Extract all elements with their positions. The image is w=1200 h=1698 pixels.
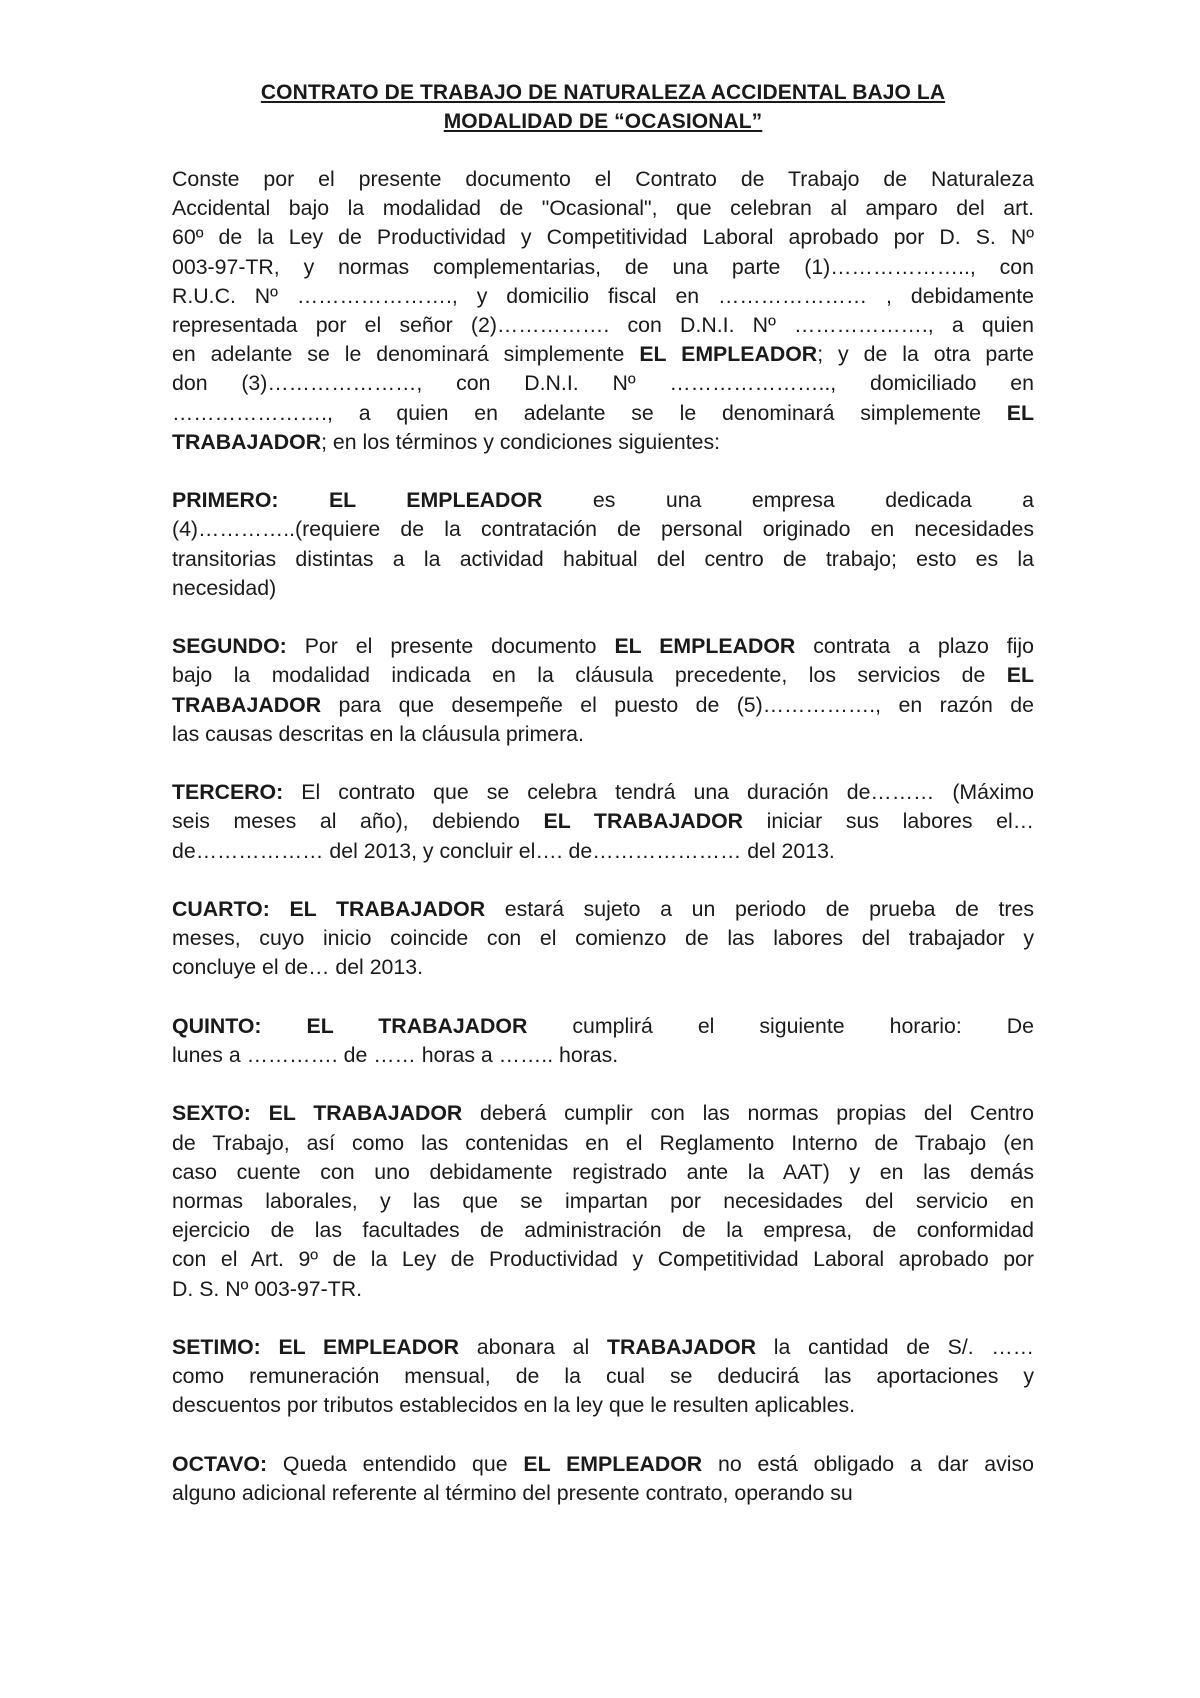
sexto-line: de Trabajo, así como las contenidas en el Reglamento Interno de Trabajo (en: [172, 1130, 1034, 1155]
primero-line: transitorias distintas a la actividad habitual del centro de trabajo; esto es la: [172, 546, 1034, 571]
text-segment: la cantidad de S/. ……: [756, 1335, 1034, 1360]
text-segment: iniciar sus labores el…: [743, 809, 1034, 834]
intro-line: Accidental bajo la modalidad de "Ocasional", que celebran al amparo del art.: [172, 196, 1034, 221]
clause-quinto: [172, 1012, 1034, 1070]
octavo-line: alguno adicional referente al término del presente contrato, operando su: [172, 1481, 853, 1506]
octavo-line: [172, 1450, 1034, 1479]
cuarto-line: meses, cuyo inicio coincide con el comienzo de las labores del trabajador y: [172, 926, 1034, 951]
sexto-line: D. S. Nº 003-97-TR.: [172, 1276, 363, 1301]
cuarto-line: [172, 895, 1034, 924]
segundo-line: [172, 691, 1034, 720]
clause-segundo: [172, 632, 1034, 749]
quinto-line: lunes a …………. de …… horas a …….. horas.: [172, 1043, 619, 1068]
bold-term: EL EMPLEADOR: [523, 1451, 703, 1476]
intro-line: 003-97-TR, y normas complementarias, de una parte (1)……………….., con: [172, 254, 1034, 279]
sexto-line: [172, 1099, 1034, 1128]
sexto-line: con el Art. 9º de la Ley de Productividad y Competitividad Laboral aprobado por: [172, 1247, 1034, 1272]
intro-line: R.U.C. Nº …………………., y domicilio fiscal en ………………… , debidamente: [172, 283, 1034, 308]
intro-line: representada por el señor (2)……………. con D.N.I. Nº ………………., a quien: [172, 313, 1034, 338]
tercero-line: [172, 778, 1034, 807]
text-segment: deberá cumplir con las normas propias del Centro: [462, 1101, 1034, 1126]
text-segment: contrata a plazo fijo: [795, 634, 1034, 659]
bold-term: EL: [1006, 663, 1034, 688]
text-segment: ; en los términos y condiciones siguientes:: [321, 429, 721, 454]
primero-line: (4)…………..(requiere de la contratación de personal originado en necesidades: [172, 517, 1034, 542]
text-segment: estará sujeto a un periodo de prueba de tres: [485, 897, 1034, 922]
quinto-line: [172, 1012, 1034, 1041]
sexto-line: caso cuente con uno debidamente registrado ante la AAT) y en las demás: [172, 1159, 1034, 1184]
bold-term: QUINTO: EL TRABAJADOR: [172, 1013, 528, 1038]
cuarto-line: concluye el de… del 2013.: [172, 955, 423, 980]
title-line-2: MODALIDAD DE “OCASIONAL”: [443, 110, 763, 133]
clause-tercero: [172, 778, 1034, 866]
bold-term: TRABAJADOR: [172, 429, 322, 454]
bold-term: PRIMERO: EL EMPLEADOR: [172, 488, 543, 513]
tercero-line: [172, 807, 1034, 836]
bold-term: TRABAJADOR: [606, 1335, 757, 1360]
setimo-line: [172, 1333, 1034, 1362]
bold-term: SEGUNDO:: [172, 634, 287, 659]
text-segment: es una empresa dedicada a: [542, 488, 1035, 513]
clause-setimo: [172, 1333, 1034, 1421]
sexto-line: ejercicio de las facultades de administración de la empresa, de conformidad: [172, 1218, 1034, 1243]
text-segment: abonara al: [459, 1335, 607, 1360]
bold-term: EL EMPLEADOR: [614, 634, 796, 659]
clause-cuarto: [172, 895, 1034, 983]
primero-line: [172, 486, 1034, 515]
text-segment: no está obligado a dar aviso: [702, 1451, 1034, 1476]
bold-term: SEXTO: EL TRABAJADOR: [172, 1101, 463, 1126]
text-segment: El contrato que se celebra tendrá una duración de……… (Máximo: [283, 780, 1034, 805]
text-segment: …………………., a quien en adelante se le denominará simplemente: [172, 400, 1007, 425]
text-segment: bajo la modalidad indicada en la cláusula precedente, los servicios de: [172, 663, 1007, 688]
setimo-line: descuentos por tributos establecidos en la ley que le resulten aplicables.: [172, 1393, 856, 1418]
text-segment: en adelante se le denominará simplemente: [172, 342, 640, 367]
clause-primero: [172, 486, 1034, 603]
clause-sexto: [172, 1099, 1034, 1303]
text-segment: ; y de la otra parte: [817, 342, 1034, 367]
intro-line: [172, 340, 1034, 369]
intro-line: [172, 428, 1034, 457]
primero-line: necesidad): [172, 575, 277, 600]
bold-term: TERCERO:: [172, 780, 284, 805]
bold-term: EL EMPLEADOR: [639, 342, 818, 367]
bold-term: EL TRABAJADOR: [543, 809, 744, 834]
contract-title: [172, 78, 1034, 136]
bold-term: SETIMO: EL EMPLEADOR: [172, 1335, 460, 1360]
clause-octavo: [172, 1450, 1034, 1508]
segundo-line: [172, 661, 1034, 690]
bold-term: OCTAVO:: [172, 1451, 268, 1476]
text-segment: Por el presente documento: [286, 634, 615, 659]
text-segment: para que desempeñe el puesto de (5)……………., en razón de: [321, 692, 1034, 717]
bold-term: CUARTO: EL TRABAJADOR: [172, 897, 486, 922]
segundo-line: las causas descritas en la cláusula primera.: [172, 721, 584, 746]
sexto-line: normas laborales, y las que se impartan por necesidades del servicio en: [172, 1189, 1034, 1214]
title-line-1: CONTRATO DE TRABAJO DE NATURALEZA ACCIDENTAL BAJO LA: [260, 81, 946, 104]
intro-line: Conste por el presente documento el Contrato de Trabajo de Naturaleza: [172, 167, 1034, 191]
intro-line: don (3)…………………, con D.N.I. Nº ………………….., domiciliado en: [172, 371, 1034, 396]
text-segment: cumplirá el siguiente horario: De: [527, 1013, 1035, 1038]
bold-term: TRABAJADOR: [172, 692, 322, 717]
contract-page: [172, 78, 1034, 1537]
text-segment: seis meses al año), debiendo: [172, 809, 544, 834]
setimo-line: como remuneración mensual, de la cual se deducirá las aportaciones y: [172, 1364, 1034, 1389]
bold-term: EL: [1006, 400, 1034, 425]
text-segment: Queda entendido que: [267, 1451, 524, 1476]
intro-line: [172, 399, 1034, 428]
intro-line: 60º de la Ley de Productividad y Competitividad Laboral aprobado por D. S. Nº: [172, 225, 1034, 250]
tercero-line: de……………… del 2013, y concluir el…. de………………… del 2013.: [172, 838, 835, 863]
segundo-line: [172, 632, 1034, 661]
intro-paragraph: [172, 165, 1034, 457]
